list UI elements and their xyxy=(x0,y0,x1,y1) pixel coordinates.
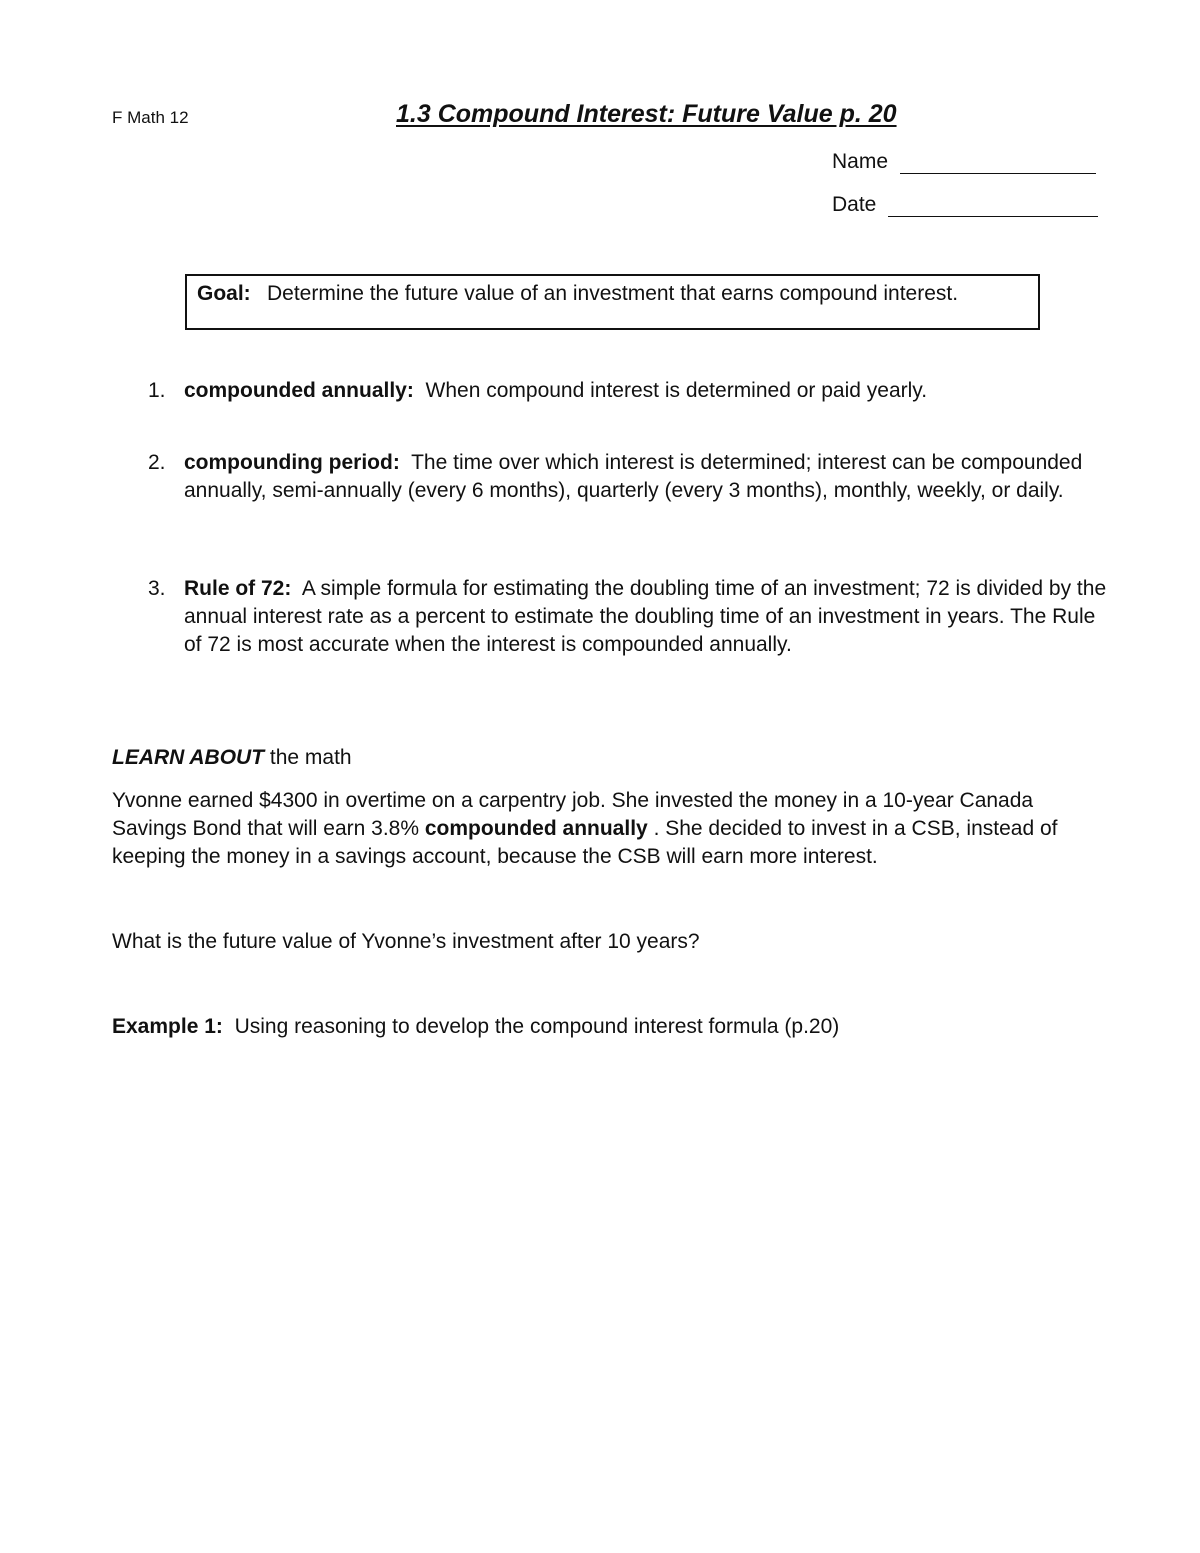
definition-term: compounded annually xyxy=(184,379,407,402)
definition-term: compounding period xyxy=(184,451,393,474)
definition-item: 1. compounded annually: When compound interest is determined or paid yearly. xyxy=(184,377,1114,405)
goal-text: Determine the future value of an investment that earns compound interest. xyxy=(267,282,959,305)
definition-term: Rule of 72 xyxy=(184,577,285,600)
date-field xyxy=(832,193,1098,217)
definition-item: 3. Rule of 72: A simple formula for estimating the doubling time of an investment; 72 is divided by the annual interest rate as a percent to estimate the doubling time of an investment in years. The Rule of 72 is most accurate when the interest is compounded annually. xyxy=(148,577,1107,656)
scenario-text-part1: Yvonne earned $4300 in overtime on a carpentry job. She invested the money in a 10-year Canada Savings Bond that will earn 3.8% xyxy=(112,789,1034,840)
definition-number: 2. xyxy=(148,451,166,474)
scenario-text-bold: compounded annually xyxy=(424,817,648,840)
goal-box xyxy=(185,274,1040,330)
definition-text: When compound interest is determined or paid yearly. xyxy=(425,379,928,402)
definition-item: 2. compounding period: The time over which interest is determined; interest can be compounded annually, semi-annually (every 6 months), quarterly (every 3 months), monthly, weekly, or daily. xyxy=(148,451,1083,502)
question-text: What is the future value of Yvonne’s investment after 10 years? xyxy=(112,930,700,953)
course-label: F Math 12 xyxy=(112,108,189,127)
definition-text: A simple formula for estimating the doubling time of an investment; 72 is divided by the annual interest rate as a percent to estimate the doubling time of an investment in years. The Rule of 72 is most accurate when the interest is compounded annually. xyxy=(184,577,1107,656)
definition-text: The time over which interest is determined; interest can be compounded annually, semi-annually (every 6 months), quarterly (every 3 months), monthly, weekly, or daily. xyxy=(184,451,1083,502)
definition-number: 3. xyxy=(148,577,166,600)
scenario-paragraph xyxy=(112,787,1112,871)
learn-about-heading-bold: LEARN ABOUT xyxy=(112,746,265,769)
goal-label: Goal: xyxy=(197,282,251,305)
learn-about-heading xyxy=(112,744,352,772)
page-title: 1.3 Compound Interest: Future Value p. 20 xyxy=(396,100,897,128)
example-text: Using reasoning to develop the compound interest formula (p.20) xyxy=(234,1015,840,1038)
example-heading: Example 1: Using reasoning to develop the compound interest formula (p.20) xyxy=(112,1015,840,1038)
date-blank-line[interactable] xyxy=(888,196,1098,217)
learn-about-heading-rest: the math xyxy=(269,746,352,769)
date-label: Date xyxy=(832,193,877,216)
name-field xyxy=(832,150,1096,174)
definition-number: 1. xyxy=(148,379,166,402)
name-label: Name xyxy=(832,150,889,173)
example-label: Example 1 xyxy=(112,1015,216,1038)
scenario-text-part2: . She decided to invest in a CSB, instead of keeping the money in a savings account, because the CSB will earn more interest. xyxy=(112,817,1058,868)
name-blank-line[interactable] xyxy=(900,153,1096,174)
